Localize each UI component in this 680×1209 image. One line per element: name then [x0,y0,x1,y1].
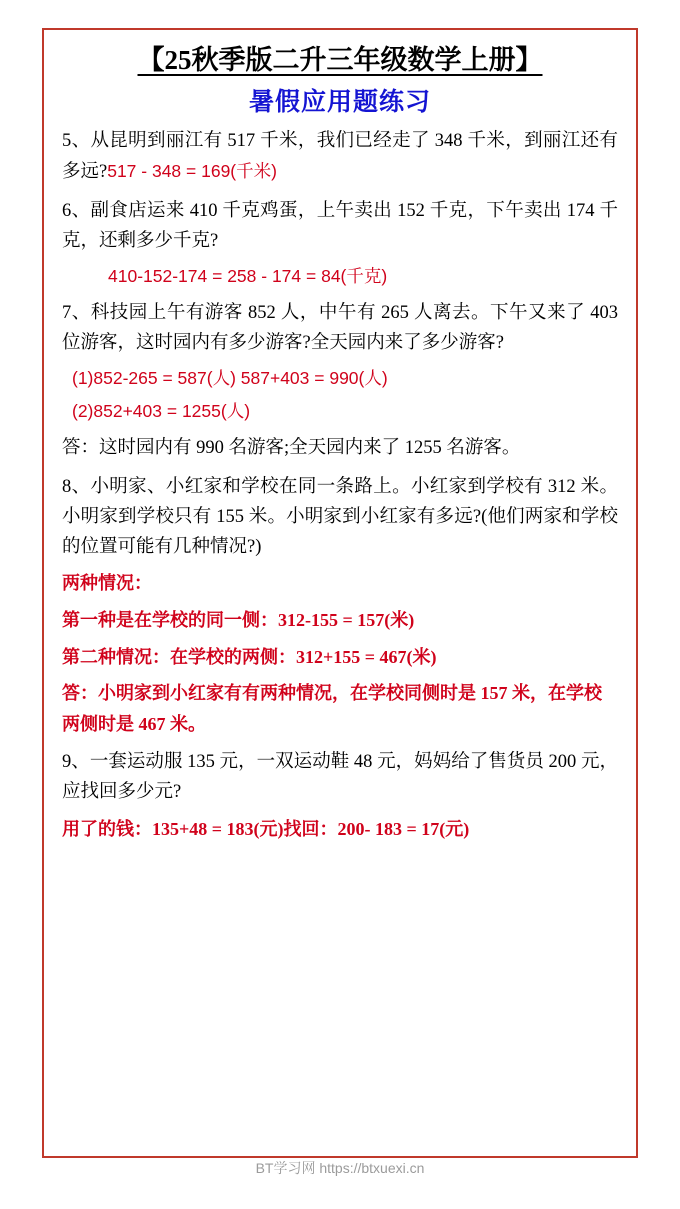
question-5-text: 5、从昆明到丽江有 517 千米，我们已经走了 348 千米，到丽江还有多远? [62,130,618,182]
question-5-answer: 517 - 348 = 169(千米) [107,160,277,181]
question-7-answer-sentence: 答：这时园内有 990 名游客;全天园内来了 1255 名游客。 [62,437,521,458]
page-title: 【25秋季版二升三年级数学上册】 [137,45,543,75]
worksheet-page [42,28,638,1158]
question-8 [62,473,618,563]
question-9 [62,748,618,808]
page-subtitle: 暑假应用题练习 [248,88,431,116]
question-6-text: 6、副食店运来 410 千克鸡蛋，上午卖出 152 千克，下午卖出 174 千克，还剩多少千克? [62,200,618,251]
question-7-answer-line-2: (2)852+403 = 1255(人) [72,401,251,422]
question-5 [62,127,618,188]
question-8-text: 8、小明家、小红家和学校在同一条路上。小红家到学校有 312 米。小明家到学校只有 155 米。小明家到小红家有多远?(他们两家和学校的位置可能有几种情况?) [62,476,618,557]
question-8-answer-line-2: 第一种是在学校的同一侧：312-155 = 157(米) [62,610,415,631]
question-8-answer-line-3: 第二种情况：在学校的两侧：312+155 = 467(米) [62,646,437,667]
footer-watermark: BT学习网 https://btxuexi.cn [255,1160,425,1176]
question-7-text: 7、科技园上午有游客 852 人，中午有 265 人离去。下午又来了 403 位游客，这时园内有多少游客?全天园内来了多少游客? [62,302,618,353]
question-7-answer-line-1: (1)852-265 = 587(人) 587+403 = 990(人) [72,367,388,388]
question-8-answer-line-1: 两种情况： [62,573,152,594]
question-9-text: 9、一套运动服 135 元，一双运动鞋 48 元，妈妈给了售货员 200 元，应找回多少元? [62,752,618,803]
worksheet-content [44,30,636,845]
question-6-answer: 410-152-174 = 258 - 174 = 84(千克) [108,265,388,286]
question-7 [62,299,618,359]
question-8-answer-sentence: 答：小明家到小红家有有两种情况，在学校同侧时是 157 米，在学校两侧时是 467 米。 [62,683,602,734]
question-9-answer-line-1: 用了的钱：135+48 = 183(元)找回：200- 183 = 17(元) [62,819,470,840]
question-6 [62,197,618,257]
